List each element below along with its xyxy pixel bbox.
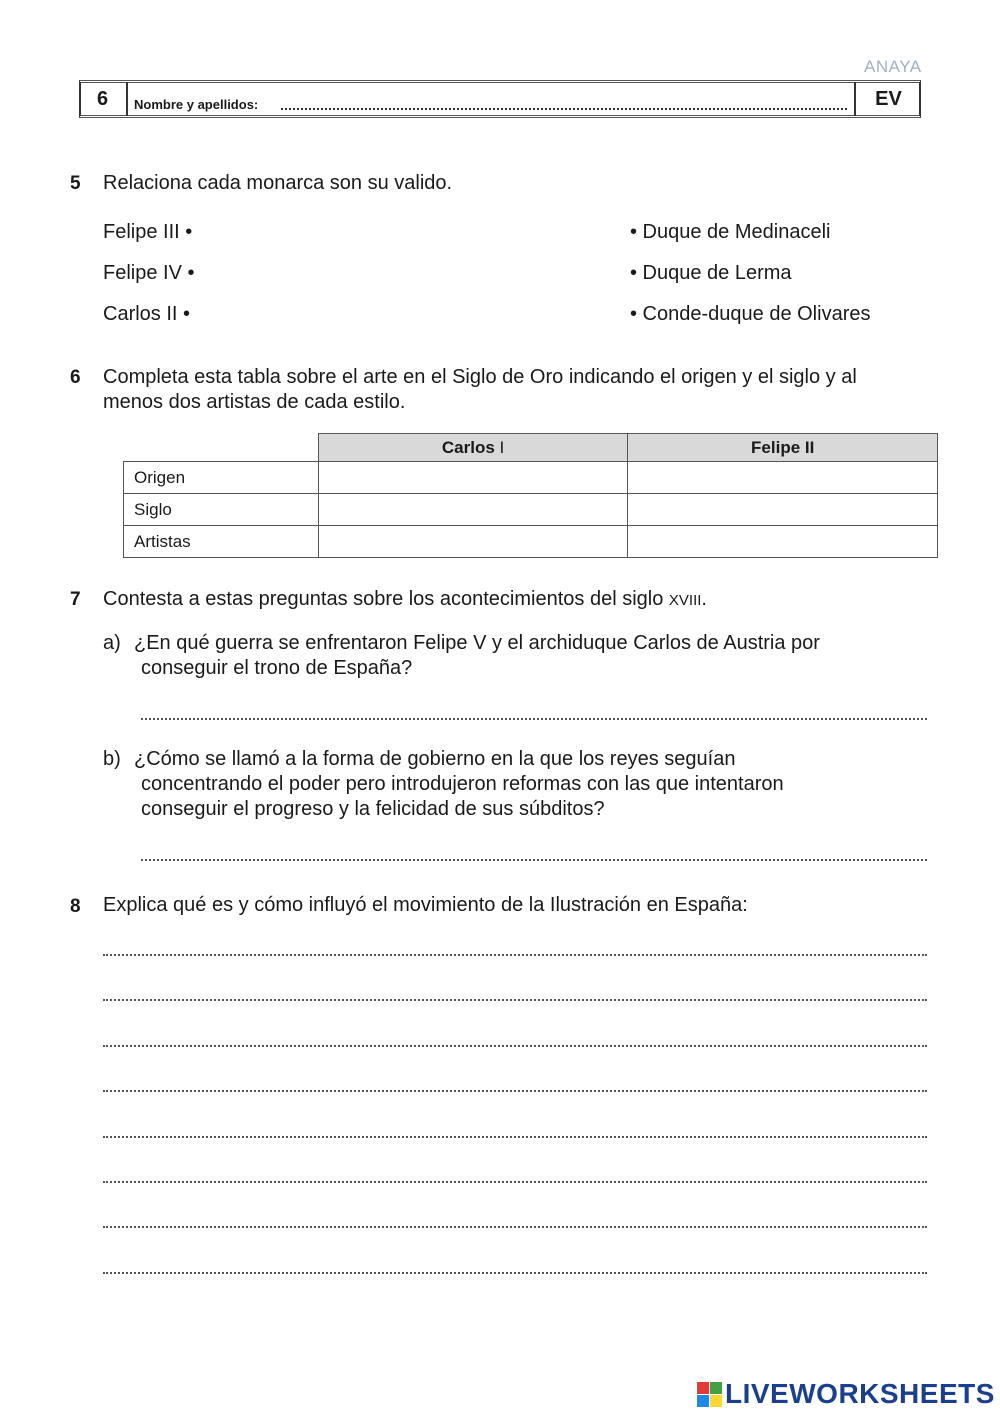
question-8-prompt: Explica qué es y cómo influyó el movimiento de la Ilustración en España:	[103, 894, 748, 916]
question-7b-line3: conseguir el progreso y la felicidad de sus súbditos?	[141, 798, 605, 820]
table-header-felipe-ii: Felipe II	[628, 434, 938, 462]
question-7-number: 7	[70, 589, 81, 610]
table-header-col1-name: Carlos	[441, 437, 495, 457]
table-header-carlos-i	[318, 434, 628, 462]
question-7b-line1: ¿Cómo se llamó a la forma de gobierno en la que los reyes seguían	[134, 748, 736, 770]
answer-line-8-1[interactable]	[103, 954, 927, 956]
question-7b-label: b)	[103, 748, 121, 770]
question-6-number: 6	[70, 367, 81, 388]
question-7-prompt: Contesta a estas preguntas sobre los acontecimientos del siglo XVIII.	[103, 588, 707, 610]
table-header-col1-roman: I	[499, 437, 505, 457]
valido-medinaceli[interactable]: • Duque de Medinaceli	[630, 221, 831, 243]
answer-line-8-5[interactable]	[103, 1136, 927, 1138]
question-7a-text	[134, 631, 934, 681]
answer-line-8-6[interactable]	[103, 1181, 927, 1183]
answer-line-8-7[interactable]	[103, 1226, 927, 1228]
answer-line-8-4[interactable]	[103, 1090, 927, 1092]
art-table	[123, 433, 938, 558]
cell-origen-col2[interactable]	[628, 462, 938, 494]
liveworksheets-logo-text: LIVEWORKSHEETS	[725, 1378, 995, 1409]
row-label-siglo: Siglo	[124, 494, 319, 526]
logo-square-green	[710, 1382, 722, 1394]
question-5-number: 5	[70, 173, 81, 194]
evaluation-code: EV	[854, 82, 921, 116]
question-7b-text	[134, 747, 934, 822]
question-6-prompt	[103, 365, 943, 415]
answer-line-8-8[interactable]	[103, 1272, 927, 1274]
question-5-prompt: Relaciona cada monarca son su valido.	[103, 172, 453, 194]
name-label: Nombre y apellidos:	[134, 97, 259, 112]
monarch-carlos-ii[interactable]: Carlos II •	[103, 303, 191, 325]
valido-lerma[interactable]: • Duque de Lerma	[630, 262, 792, 284]
cell-siglo-col2[interactable]	[628, 494, 938, 526]
cell-origen-col1[interactable]	[318, 462, 628, 494]
table-row	[124, 494, 938, 526]
question-7-prompt-text: Contesta a estas preguntas sobre los acontecimientos del siglo	[103, 588, 664, 610]
question-7a-line2: conseguir el trono de España?	[141, 657, 413, 679]
cell-artistas-col1[interactable]	[318, 526, 628, 558]
valido-olivares[interactable]: • Conde-duque de Olivares	[630, 303, 871, 325]
question-8-number: 8	[70, 896, 81, 917]
unit-number: 6	[79, 82, 128, 116]
question-7-century: XVIII	[668, 592, 702, 609]
question-6-prompt-line1: Completa esta tabla sobre el arte en el Siglo de Oro indicando el origen y el siglo y al	[103, 366, 857, 388]
answer-line-8-2[interactable]	[103, 999, 927, 1001]
question-6-prompt-line2: menos dos artistas de cada estilo.	[103, 391, 406, 413]
logo-square-blue	[697, 1395, 709, 1407]
row-label-artistas: Artistas	[124, 526, 319, 558]
monarch-felipe-iv[interactable]: Felipe IV •	[103, 262, 195, 284]
table-corner	[124, 434, 319, 462]
logo-square-red	[697, 1382, 709, 1394]
liveworksheets-logo	[697, 1378, 995, 1410]
name-field[interactable]	[281, 94, 847, 110]
cell-siglo-col1[interactable]	[318, 494, 628, 526]
question-7b-line2: concentrando el poder pero introdujeron reformas con las que intentaron	[141, 773, 784, 795]
row-label-origen: Origen	[124, 462, 319, 494]
question-7a-label: a)	[103, 632, 121, 654]
cell-artistas-col2[interactable]	[628, 526, 938, 558]
logo-square-yellow	[710, 1395, 722, 1407]
table-row	[124, 462, 938, 494]
answer-line-7a[interactable]	[141, 718, 927, 720]
answer-line-8-3[interactable]	[103, 1045, 927, 1047]
liveworksheets-logo-icon	[697, 1382, 722, 1407]
publisher-logo: ANAYA	[864, 57, 922, 76]
answer-line-7b[interactable]	[141, 859, 927, 861]
question-7a-line1: ¿En qué guerra se enfrentaron Felipe V y el archiduque Carlos de Austria por	[134, 632, 820, 654]
monarch-felipe-iii[interactable]: Felipe III •	[103, 221, 193, 243]
table-row	[124, 526, 938, 558]
